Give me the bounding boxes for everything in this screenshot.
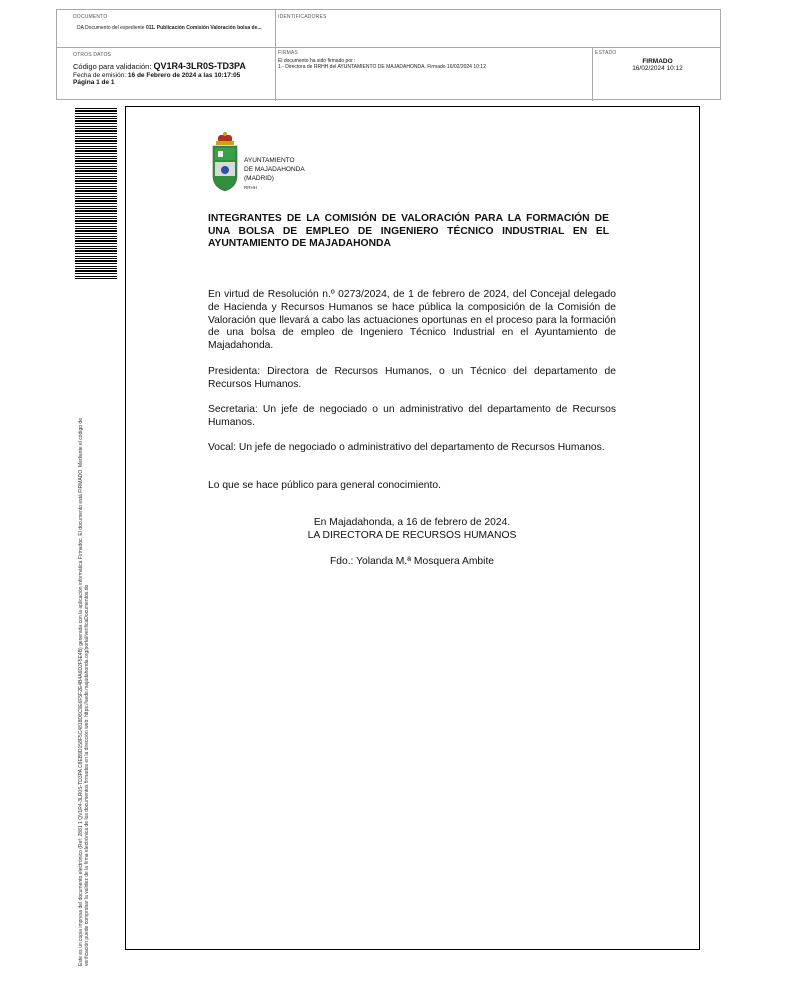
org-line1: AYUNTAMIENTO <box>244 157 295 164</box>
closing-paragraph: Lo que se hace público para general conocimiento. <box>208 480 441 491</box>
header-divider-v2 <box>592 47 593 101</box>
firmas-label: FIRMAS <box>278 50 299 56</box>
org-department: RRHH <box>244 185 257 190</box>
intro-paragraph: En virtud de Resolución n.º 0273/2024, de 1 de febrero de 2024, del Concejal delegado de Hacienda y Recursos Humanos se hace pública la composición de la Comisión de Valoración que llevará a cabo las actuaciones oportunas en el proceso para la formación de una bolsa de empleo de Ingeniero Técnico Industrial en el Ayuntamiento de Majadahonda. <box>208 289 616 352</box>
documento-prefix: DA Documento del expediente <box>77 25 146 31</box>
fecha-value: 16 de Febrero de 2024 a las 10:17:05 <box>127 72 241 79</box>
identificadores-label: IDENTIFICADORES <box>278 14 327 20</box>
side-text-line2: verificación puede comprobar la validez de la firma electrónica de los documentos firmados en la dirección web: https://sede.majadahonda.org/portal/verificaDocumentos.do <box>84 584 90 966</box>
header-divider-v1 <box>275 10 276 101</box>
org-line3: (MADRID) <box>244 175 274 182</box>
presidenta-paragraph: Presidenta: Directora de Recursos Humanos, o un Técnico del departamento de Recursos Humanos. <box>208 366 616 390</box>
codigo-value: QV1R4-3LR0S-TD3PA <box>153 61 246 71</box>
side-verification-text <box>78 306 90 966</box>
signature: Fdo.: Yolanda M.ª Mosquera Ambite <box>329 556 495 567</box>
vocal-paragraph: Vocal: Un jefe de negociado o administrativo del departamento de Recursos Humanos. <box>208 442 605 453</box>
documento-value: 011. Publicación Comisión Valoración bolsa de... <box>145 25 262 31</box>
documento-label: DOCUMENTO <box>73 14 108 20</box>
place-date: En Majadahonda, a 16 de febrero de 2024. <box>313 517 511 528</box>
estado-value: FIRMADO <box>642 58 673 65</box>
otros-datos-label: OTROS DATOS <box>73 52 112 58</box>
secretaria-paragraph: Secretaria: Un jefe de negociado o un administrativo del departamento de Recursos Humanos. <box>208 404 616 428</box>
fecha-label: Fecha de emisión: <box>73 72 128 79</box>
header-divider <box>57 47 720 48</box>
document-title: INTEGRANTES DE LA COMISIÓN DE VALORACIÓN PARA LA FORMACIÓN DE UNA BOLSA DE EMPLEO DE INGENIERO TÉCNICO INDUSTRIAL EN EL AYUNTAMIENTO DE MAJADAHONDA <box>208 213 609 249</box>
barcode <box>75 108 117 280</box>
coat-of-arms-logo <box>210 132 240 194</box>
side-text-line1: Este es un copia impresa del documento electrónico (Ref: 2881 1 QV1R4-3LR0S-TD3PA C8EB9D158F5C4818D8C9E6F5F2E4B4A6D2F5E4B) generada con la aplicación informática Firmadoc. El documento está FIRMADO. Mediante el código de <box>78 418 84 966</box>
pagina: Página 1 de 1 <box>73 79 115 86</box>
estado-date: 16/02/2024 10:12 <box>632 65 683 72</box>
codigo-label: Código para validación: <box>73 62 154 71</box>
validation-header <box>56 9 721 100</box>
firmas-line2: 1.- Directora de RRHH del AYUNTAMIENTO DE MAJADAHONDA. Firmado 16/02/2024 10:12 <box>278 64 486 70</box>
firmas-line1: El documento ha sido firmado por : <box>278 58 356 64</box>
estado-label: ESTADO <box>595 50 617 56</box>
org-name <box>244 156 305 183</box>
signer-title: LA DIRECTORA DE RECURSOS HUMANOS <box>307 530 517 541</box>
org-line2: DE MAJADAHONDA <box>244 166 305 173</box>
